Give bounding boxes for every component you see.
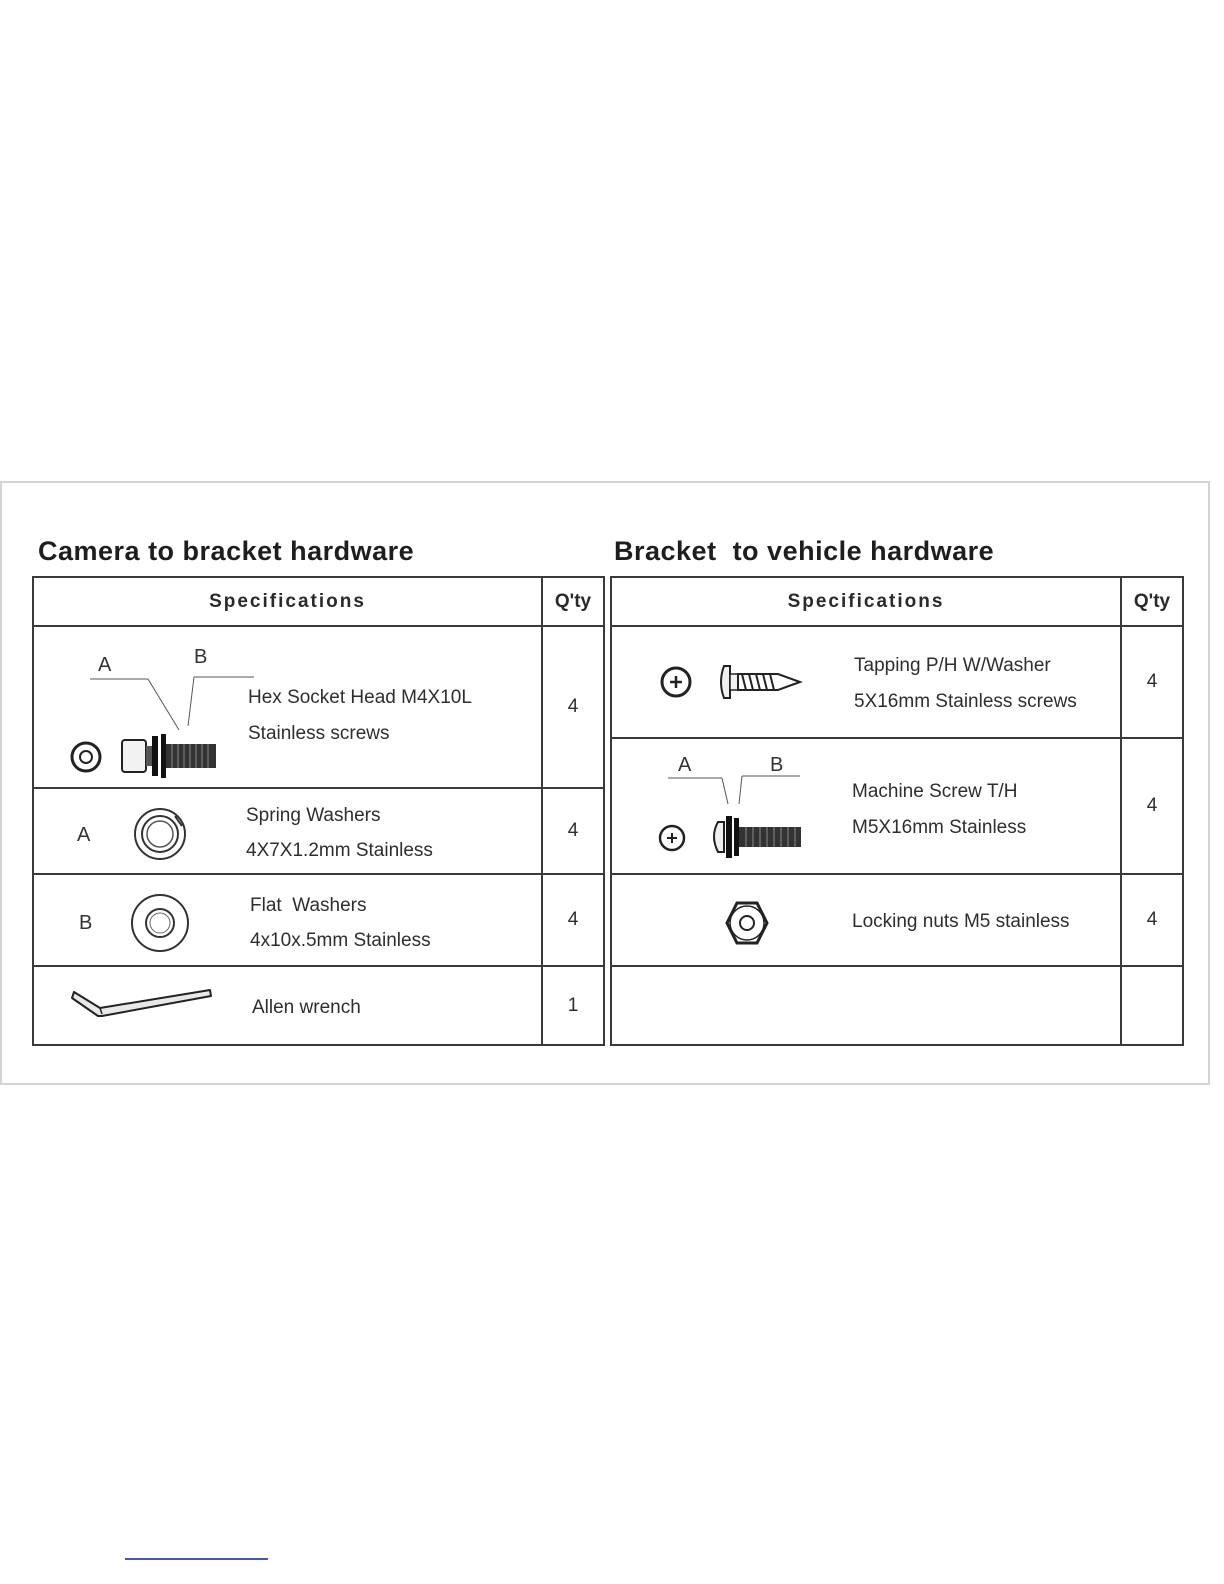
item-name: Locking nuts M5 stainless <box>852 911 1070 932</box>
camera-to-bracket-table <box>32 576 605 1046</box>
item-name: Tapping P/H W/Washer <box>854 655 1051 676</box>
item-spec: M5X16mm Stainless <box>852 817 1027 838</box>
table-row <box>611 966 1183 1045</box>
item-qty: 4 <box>542 874 604 966</box>
item-qty: 4 <box>542 788 604 874</box>
label-b: B <box>194 646 208 668</box>
item-qty <box>1121 966 1183 1045</box>
row-letter: B <box>79 912 93 934</box>
allen-wrench-icon <box>72 986 212 1026</box>
item-qty: 1 <box>542 966 604 1045</box>
spec-header: Specifications <box>33 577 542 626</box>
row-letter: A <box>77 824 91 846</box>
item-name: Flat Washers <box>250 895 367 916</box>
table-row <box>33 874 604 966</box>
tapping-screw-icon <box>658 664 808 704</box>
qty-header: Q'ty <box>1121 577 1183 626</box>
table-row <box>33 626 604 788</box>
locking-nut-icon <box>724 900 770 946</box>
label-b: B <box>770 754 784 776</box>
item-spec: Stainless screws <box>248 723 390 744</box>
item-name: Machine Screw T/H <box>852 781 1018 802</box>
item-qty: 4 <box>1121 626 1183 738</box>
table-row <box>611 874 1183 966</box>
item-spec: 5X16mm Stainless screws <box>854 691 1077 712</box>
machine-screw-icon <box>656 774 846 864</box>
table-row <box>33 788 604 874</box>
right-section-title: Bracket to vehicle hardware <box>614 536 995 566</box>
bracket-to-vehicle-table <box>610 576 1184 1046</box>
spec-header: Specifications <box>611 577 1121 626</box>
table-row <box>611 738 1183 874</box>
table-row <box>33 966 604 1045</box>
label-a: A <box>678 754 692 776</box>
item-qty: 4 <box>542 626 604 788</box>
footer-divider <box>125 1558 268 1560</box>
item-spec: 4x10x.5mm Stainless <box>250 930 431 951</box>
item-qty: 4 <box>1121 738 1183 874</box>
label-a: A <box>98 654 112 676</box>
left-section-title: Camera to bracket hardware <box>38 536 415 566</box>
table-row <box>611 626 1183 738</box>
item-name: Spring Washers <box>246 805 381 826</box>
qty-header: Q'ty <box>542 577 604 626</box>
flat-washer-icon <box>129 892 191 954</box>
spring-washer-icon <box>132 806 188 862</box>
hex-socket-screw-icon <box>64 648 254 758</box>
item-name: Allen wrench <box>252 997 361 1018</box>
item-spec: 4X7X1.2mm Stainless <box>246 840 433 861</box>
item-qty: 4 <box>1121 874 1183 966</box>
item-name: Hex Socket Head M4X10L <box>248 687 472 708</box>
